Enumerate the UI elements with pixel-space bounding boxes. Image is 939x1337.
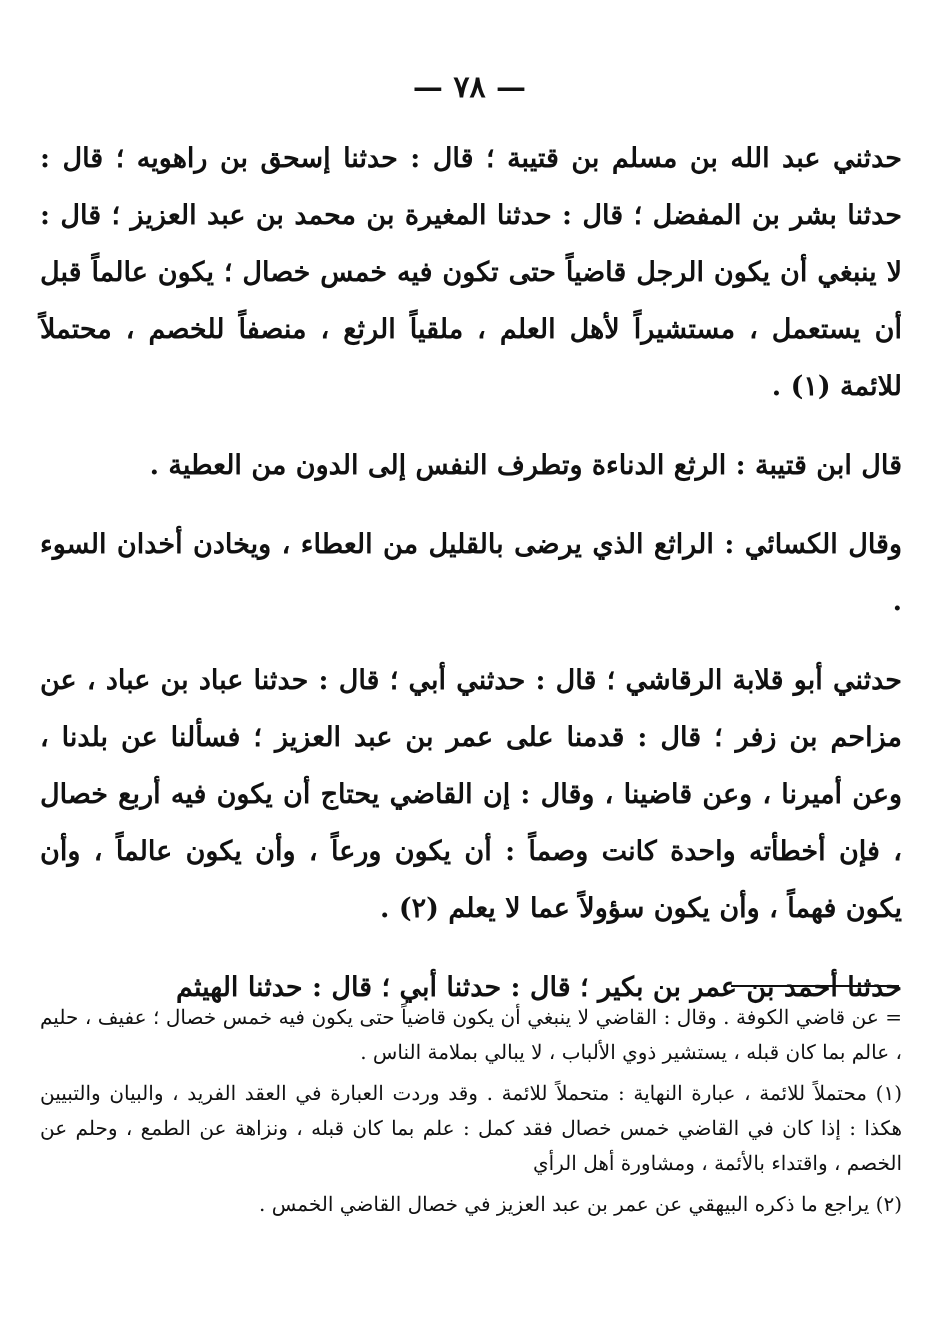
footnote-2: (٢) يراجع ما ذكره البيهقي عن عمر بن عبد العزيز في خصال القاضي الخمس . <box>259 1192 902 1216</box>
paragraph-hadith-1: حدثني عبد الله بن مسلم بن قتيبة ؛ قال : حدثنا إسحق بن راهويه ؛ قال : حدثنا بشر بن المفضل ؛ قال : حدثنا المغيرة بن محمد بن عبد العزيز ؛ قال : لا ينبغي أن يكون الرجل قاضياً حتى تكون فيه خمس خصال ؛ يكون عالماً قبل أن يستعمل ، مستشيراً لأهل العلم ، ملقياً الرثع ، منصفاً للخصم ، محتملاً للائمة (١) . <box>40 143 902 402</box>
footnotes <box>40 1000 902 1222</box>
footnote-1: (١) محتملاً للائمة ، عبارة النهاية : متحملاً للائمة . وقد وردت العبارة في العقد الفريد ، والبيان والتبيين هكذا : إذا كان في القاضي خمس خصال فقد كمل : علم بما كان قبله ، ونزاهة عن الطمع ، وحلم عن الخصم ، واقتداء بالأئمة ، ومشاورة أهل الرأي <box>40 1081 902 1175</box>
page-number: — ٧٨ — <box>412 70 527 105</box>
paragraph-hadith-3: حدثنا أحمد بن عمر بن بكير ؛ قال : حدثنا أبي ؛ قال : حدثنا الهيثم <box>175 972 902 1003</box>
paragraph-hadith-2: حدثني أبو قلابة الرقاشي ؛ قال : حدثني أبي ؛ قال : حدثنا عباد بن عباد ، عن مزاحم بن زفر ؛ قال : قدمنا على عمر بن عبد العزيز ؛ فسألنا عن بلدنا ، وعن أميرنا ، وعن قاضينا ، وقال : إن القاضي يحتاج أن يكون فيه أربع خصال ، فإن أخطأته واحدة كانت وصماً : أن يكون ورعاً ، وأن يكون عالماً ، وأن يكون فهماً ، وأن يكون سؤولاً عما لا يعلم (٢) . <box>40 665 902 924</box>
paragraph-ibn-qutaiba-note: قال ابن قتيبة : الرثع الدناءة وتطرف النفس إلى الدون من العطية . <box>149 450 902 481</box>
main-text <box>40 130 902 1016</box>
footnote-separator <box>731 985 899 987</box>
paragraph-kisai-note: وقال الكسائي : الراثع الذي يرضى بالقليل من العطاء ، ويخادن أخدان السوء . <box>40 529 902 617</box>
footnote-continuation: = عن قاضي الكوفة . وقال : القاضي لا ينبغي أن يكون قاضياً حتى يكون فيه خمس خصال ؛ عفيف ، حليم ، عالم بما كان قبله ، يستشير ذوي الألباب ، لا يبالي بملامة الناس . <box>40 1005 902 1064</box>
